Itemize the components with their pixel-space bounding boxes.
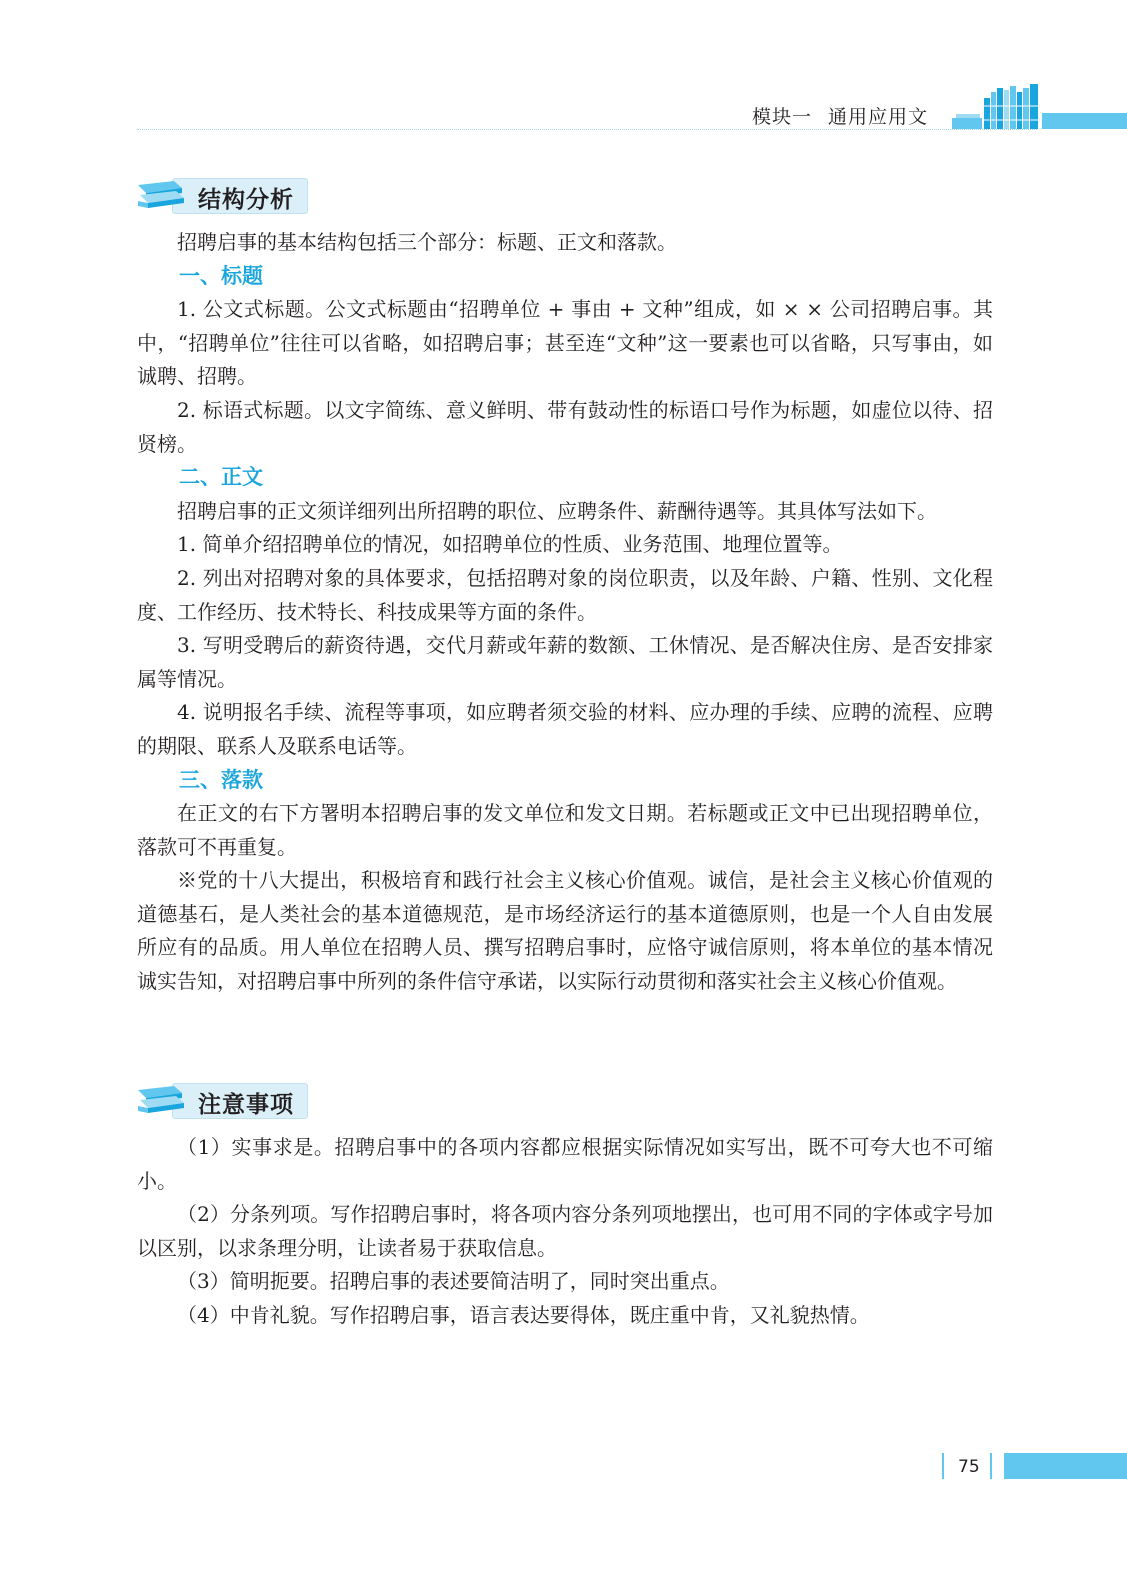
running-header: [752, 102, 928, 129]
paragraph: 1. 公文式标题。公文式标题由“招聘单位 + 事由 + 文种”组成，如 × × 公司招聘启事。其中，“招聘单位”往往可以省略，如招聘启事；甚至连“文种”这一要素也可以省略，只写事由，如诚聘、招聘。: [137, 297, 993, 389]
header-color-bar: [1042, 113, 1127, 129]
header-module: 模块一: [752, 106, 813, 128]
paragraph: 招聘启事的基本结构包括三个部分：标题、正文和落款。: [177, 230, 677, 254]
page-number: 75: [958, 1457, 980, 1477]
notes-body: [137, 1131, 993, 1333]
page-number-divider: [942, 1453, 944, 1479]
paragraph: （4）中肯礼貌。写作招聘启事，语言表达要得体，既庄重中肯，又礼貌热情。: [177, 1302, 870, 1327]
paragraph: （1）实事求是。招聘启事中的各项内容都应根据实际情况如实写出，既不可夸大也不可缩小。: [137, 1135, 993, 1193]
footer-color-bar: [1004, 1453, 1127, 1479]
books-icon: [136, 1084, 190, 1118]
paragraph: 招聘启事的正文须详细列出所招聘的职位、应聘条件、薪酬待遇等。其具体写法如下。: [177, 498, 937, 523]
paragraph: 3. 写明受聘后的薪资待遇，交代月薪或年薪的数额、工休情况、是否解决住房、是否安排家属等情况。: [137, 633, 993, 691]
paragraph: 2. 标语式标题。以文字简练、意义鲜明、带有鼓动性的标语口号作为标题，如虚位以待、招贤榜。: [137, 397, 993, 456]
paragraph: ※党的十八大提出，积极培育和践行社会主义核心价值观。诚信，是社会主义核心价值观的道德基石，是人类社会的基本道德规范，是市场经济运行的基本道德原则，也是一个人自由发展所应有的品质。用人单位在招聘人员、撰写招聘启事时，应恪守诚信原则，将本单位的基本情况诚实告知，对招聘启事中所列的条件信守承诺，以实际行动贯彻和落实社会主义核心价值观。: [137, 868, 993, 994]
page-number-divider: [990, 1453, 992, 1479]
section-banner-structure: [136, 178, 308, 214]
section-banner-notes: [136, 1083, 308, 1119]
paragraph: （2）分条列项。写作招聘启事时，将各项内容分条列项地摆出，也可用不同的字体或字号加以区别，以求条理分明，让读者易于获取信息。: [137, 1202, 993, 1260]
subheading-body: 二、正文: [179, 465, 263, 490]
paragraph: （3）简明扼要。招聘启事的表述要简洁明了，同时突出重点。: [177, 1269, 730, 1294]
header-divider: [137, 129, 1037, 130]
section-title: 结构分析: [198, 187, 294, 213]
paragraph: 4. 说明报名手续、流程等事项，如应聘者须交验的材料、应办理的手续、应聘的流程、应聘的期限、联系人及联系电话等。: [137, 700, 993, 758]
paragraph: 2. 列出对招聘对象的具体要求，包括招聘对象的岗位职责，以及年龄、户籍、性别、文化程度、工作经历、技术特长、科技成果等方面的条件。: [137, 565, 993, 624]
subheading-title: 一、标题: [179, 263, 263, 288]
paragraph: 1. 简单介绍招聘单位的情况，如招聘单位的性质、业务范围、地理位置等。: [177, 532, 843, 557]
bookshelf-icon: [952, 84, 1040, 130]
structure-analysis-body: [137, 226, 993, 999]
subheading-signature: 三、落款: [179, 767, 263, 792]
section-title: 注意事项: [198, 1092, 294, 1118]
paragraph: 在正文的右下方署明本招聘启事的发文单位和发文日期。若标题或正文中已出现招聘单位，落款可不再重复。: [137, 801, 993, 859]
header-title: 通用应用文: [828, 106, 929, 128]
books-icon: [136, 179, 190, 213]
